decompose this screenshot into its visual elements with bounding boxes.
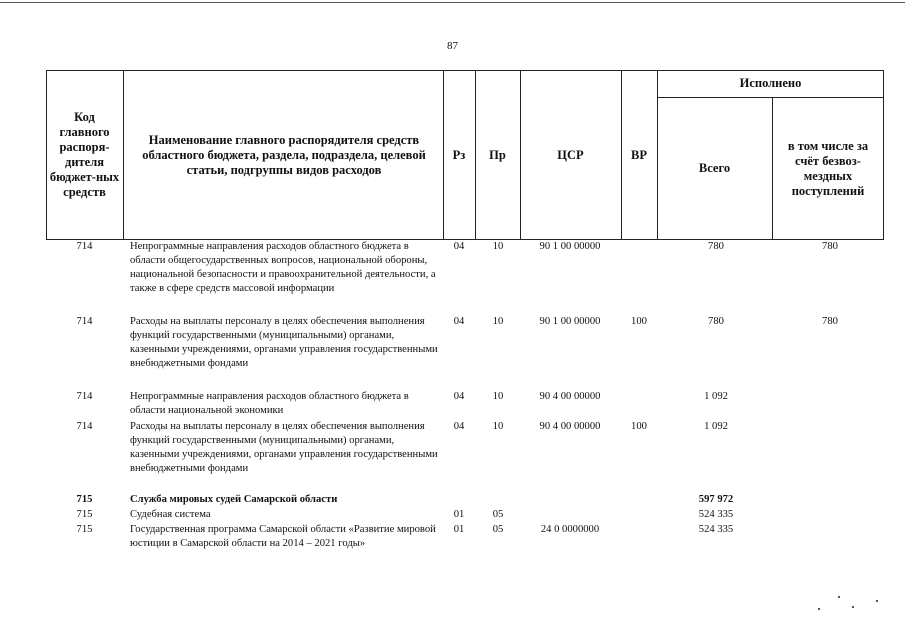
- cell-rz: 04: [453, 316, 465, 327]
- cell-including: 780: [822, 241, 838, 252]
- page-number: 87: [447, 40, 458, 52]
- cell-vr: 100: [631, 316, 647, 327]
- cell-code: 715: [76, 509, 93, 520]
- cell-pr: 10: [492, 316, 504, 327]
- cell-csr: 90 4 00 00000: [539, 421, 601, 432]
- cell-name: Расходы на выплаты персоналу в целях обеспечения выполнения функций государственными (муниципальными) органами, казенными учреждениями, органами управления государственными внебюджетными фондами: [130, 316, 438, 369]
- cell-code: 715: [76, 524, 93, 535]
- cell-total: 1 092: [704, 391, 728, 402]
- cell-name: Непрограммные направления расходов областного бюджета в области национальной экономики: [130, 391, 409, 416]
- cell-rz: 01: [453, 524, 465, 535]
- cell-rz: 04: [453, 421, 465, 432]
- cell-code: 714: [76, 421, 93, 432]
- top-rule: [0, 2, 905, 3]
- scan-speck: [838, 596, 840, 598]
- header-pr: Пр: [489, 147, 506, 162]
- cell-pr: 05: [492, 524, 504, 535]
- header-name: Наименование главного распорядителя средств областного бюджета, раздела, подраздела, целевой статьи, подгруппы видов расходов: [142, 132, 426, 177]
- cell-code: 714: [76, 391, 93, 402]
- cell-including: 780: [822, 316, 838, 327]
- cell-pr: 10: [492, 421, 504, 432]
- header-total: Всего: [698, 161, 731, 175]
- header-vr: ВР: [631, 147, 647, 162]
- cell-code: 715: [76, 494, 93, 505]
- header-executed: Исполнено: [739, 76, 802, 90]
- cell-name: Расходы на выплаты персоналу в целях обеспечения выполнения функций государственными (муниципальными) органами, казенными учреждениями, органами управления государственными внебюджетными фондами: [130, 421, 438, 474]
- cell-pr: 10: [492, 241, 504, 252]
- cell-total: 780: [708, 316, 724, 327]
- cell-name: Государственная программа Самарской области «Развитие мировой юстиции в Самарской области на 2014 – 2021 годы»: [130, 524, 436, 549]
- cell-csr: 90 1 00 00000: [539, 241, 601, 252]
- cell-total: 780: [708, 241, 724, 252]
- cell-pr: 05: [492, 509, 504, 520]
- table-header: [46, 70, 884, 240]
- cell-pr: 10: [492, 391, 504, 402]
- header-csr: ЦСР: [557, 147, 584, 162]
- cell-csr: 90 4 00 00000: [539, 391, 601, 402]
- cell-csr: 90 1 00 00000: [539, 316, 601, 327]
- cell-rz: 01: [453, 509, 465, 520]
- header-including: в том числе за счёт безвоз-мездных поступлений: [787, 138, 869, 198]
- cell-csr: 24 0 0000000: [540, 524, 600, 535]
- cell-total: 1 092: [704, 421, 728, 432]
- scan-speck: [818, 608, 820, 610]
- cell-total: 524 335: [698, 509, 734, 520]
- cell-code: 714: [76, 241, 93, 252]
- cell-vr: 100: [631, 421, 647, 432]
- cell-name: Судебная система: [130, 509, 211, 520]
- cell-rz: 04: [453, 241, 465, 252]
- cell-code: 714: [76, 316, 93, 327]
- header-rz: Рз: [452, 147, 466, 162]
- cell-total: 524 335: [698, 524, 734, 535]
- cell-total: 597 972: [698, 494, 734, 505]
- cell-name: Непрограммные направления расходов областного бюджета в области общегосударственных вопросов, национальной обороны, национальной безопасности и правоохранительной деятельности, а также в сфере средств массовой информации: [130, 241, 436, 294]
- cell-rz: 04: [453, 391, 465, 402]
- cell-name: Служба мировых судей Самарской области: [130, 494, 338, 505]
- scan-speck: [876, 600, 878, 602]
- scan-speck: [852, 606, 854, 608]
- header-code: Код главного распоря-дителя бюджет-ных средств: [49, 110, 120, 199]
